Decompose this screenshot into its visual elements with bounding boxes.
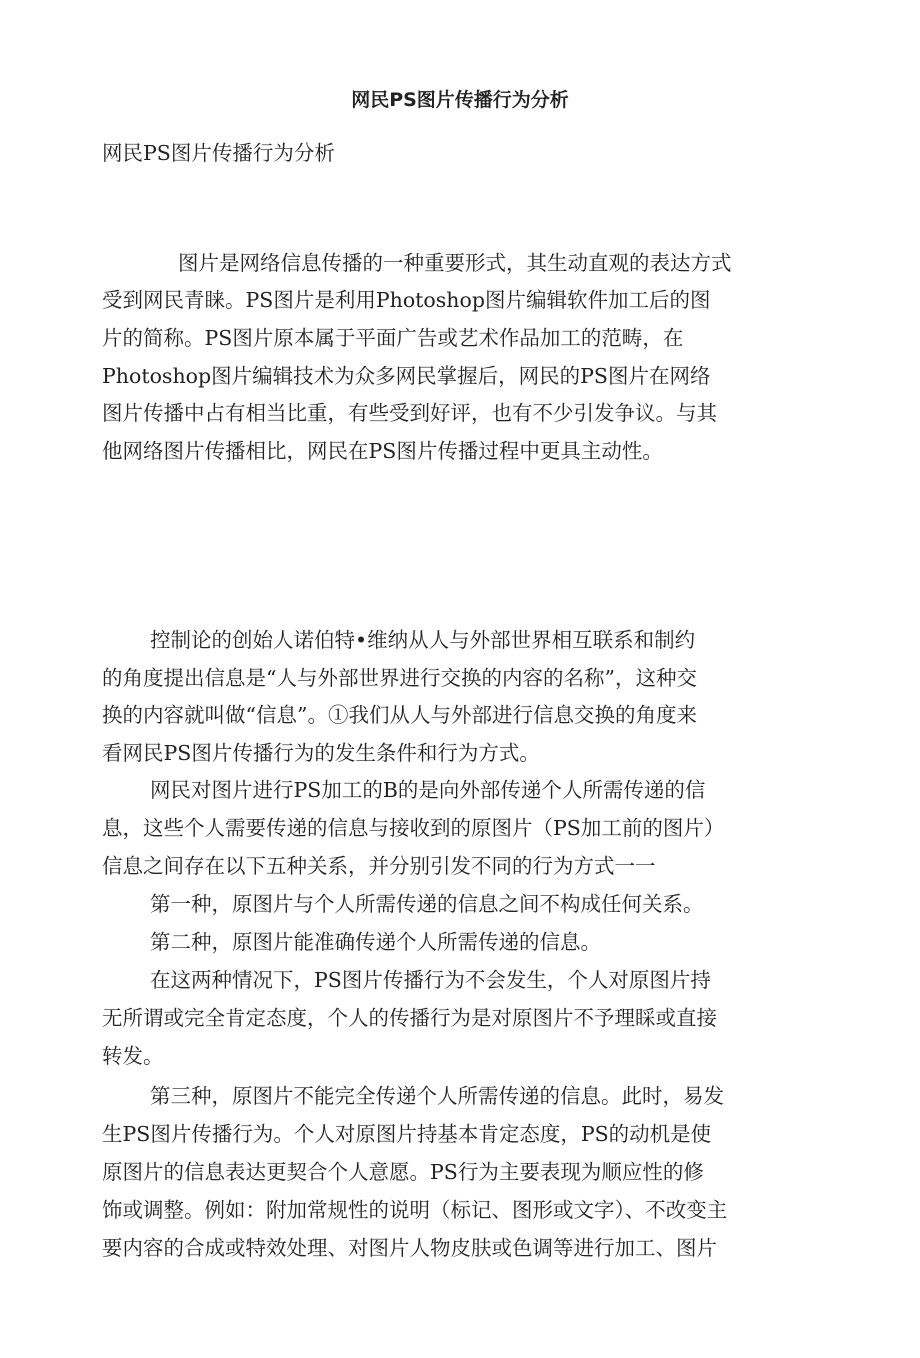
paragraph1-line: Photoshop图片编辑技术为众多网民掌握后，网民的PS图片在网络 [102, 364, 711, 388]
paragraph1-line: 片的简称。PS图片原本属于平面广告或艺术作品加工的范畴，在 [102, 326, 684, 350]
paragraph7-line: 生PS图片传播行为。个人对原图片持基本肯定态度，PS的动机是使 [102, 1122, 712, 1146]
paragraph3-line: 信息之间存在以下五种关系，并分别引发不同的行为方式一一 [102, 854, 656, 878]
paragraph5-line: 第二种，原图片能准确传递个人所需传递的信息。 [150, 930, 601, 954]
paragraph7-line: 饰或调整。例如：附加常规性的说明（标记、图形或文字）、不改变主 [102, 1198, 728, 1222]
paragraph6-line: 无所谓或完全肯定态度，个人的传播行为是对原图片不予理睬或直接 [102, 1006, 717, 1030]
paragraph1-line: 图片是网络信息传播的一种重要形式，其生动直观的表达方式 [178, 251, 732, 275]
paragraph2-line: 的角度提出信息是“人与外部世界进行交换的内容的名称”，这种交 [102, 666, 697, 690]
paragraph3-line: 息，这些个人需要传递的信息与接收到的原图片（PS加工前的图片） [102, 816, 725, 840]
document-title: 网民PS图片传播行为分析 [351, 89, 569, 111]
document-subtitle: 网民PS图片传播行为分析 [102, 141, 335, 165]
paragraph7-line: 要内容的合成或特效处理、对图片人物皮肤或色调等进行加工、图片 [102, 1236, 717, 1260]
paragraph6-line: 在这两种情况下，PS图片传播行为不会发生，个人对原图片持 [150, 968, 711, 992]
paragraph3-line: 网民对图片进行PS加工的B的是向外部传递个人所需传递的信 [150, 778, 706, 802]
paragraph2-line: 看网民PS图片传播行为的发生条件和行为方式。 [102, 741, 540, 765]
paragraph1-line: 图片传播中占有相当比重，有些受到好评，也有不少引发争议。与其 [102, 401, 717, 425]
paragraph2-line: 控制论的创始人诺伯特•维纳从人与外部世界相互联系和制约 [150, 628, 696, 652]
paragraph1-line: 他网络图片传播相比，网民在PS图片传播过程中更具主动性。 [102, 439, 663, 463]
paragraph4-line: 第一种，原图片与个人所需传递的信息之间不构成任何关系。 [150, 892, 704, 916]
paragraph7-line: 第三种，原图片不能完全传递个人所需传递的信息。此时，易发 [150, 1084, 724, 1108]
paragraph7-line: 原图片的信息表达更契合个人意愿。PS行为主要表现为顺应性的修 [102, 1160, 704, 1184]
paragraph6-line: 转发。 [102, 1044, 164, 1068]
paragraph1-line: 受到网民青睐。PS图片是利用Photoshop图片编辑软件加工后的图 [102, 288, 711, 312]
paragraph2-line: 换的内容就叫做“信息”。①我们从人与外部进行信息交换的角度来 [102, 703, 697, 727]
